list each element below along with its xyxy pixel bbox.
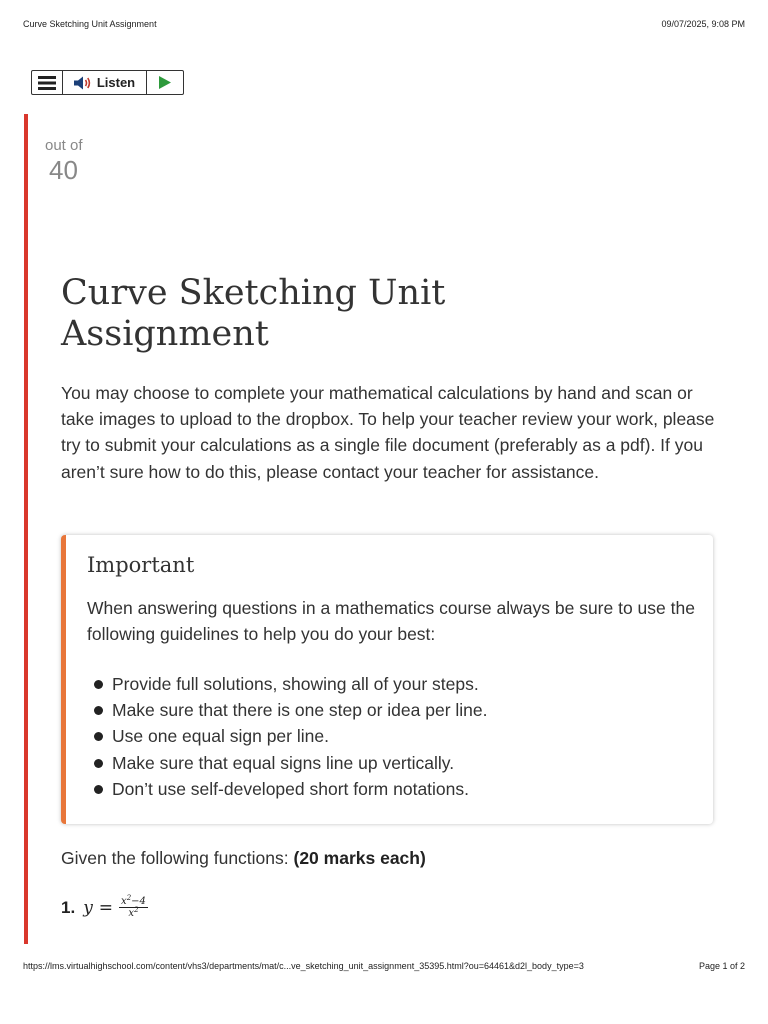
list-item xyxy=(87,776,488,802)
readspeaker-toolbar xyxy=(31,70,184,95)
guidelines-list xyxy=(87,671,488,802)
marks-text: (20 marks each) xyxy=(293,848,426,868)
list-item xyxy=(87,723,488,749)
numerator-exponent: 2 xyxy=(126,894,132,902)
list-item-text: Use one equal sign per line. xyxy=(112,726,329,747)
numerator-base: x xyxy=(121,896,127,907)
score-label: out of xyxy=(45,137,83,154)
bullet-icon xyxy=(94,706,103,715)
play-button[interactable] xyxy=(147,71,183,94)
list-item-text: Make sure that equal signs line up vertically. xyxy=(112,752,455,773)
numerator-rest: −4 xyxy=(131,896,146,907)
bullet-icon xyxy=(94,732,103,741)
print-header-datetime: 09/07/2025, 9:08 PM xyxy=(661,19,745,29)
menu-icon xyxy=(38,76,56,90)
listen-label: Listen xyxy=(96,75,136,90)
formula-equals: = xyxy=(98,897,114,918)
score-value: 40 xyxy=(49,155,78,185)
list-item xyxy=(87,750,488,776)
callout-text: When answering questions in a mathematics course always be sure to use the following guidelines to help you do your best: xyxy=(87,598,695,645)
assignment-accent-bar xyxy=(24,114,28,944)
important-callout xyxy=(61,535,713,824)
list-item-text: Make sure that there is one step or idea per line. xyxy=(112,700,488,721)
print-footer xyxy=(23,961,745,975)
bullet-icon xyxy=(94,759,103,768)
list-item-text: Don’t use self-developed short form notations. xyxy=(112,778,469,799)
function-formula xyxy=(83,896,148,919)
denominator-base: x xyxy=(128,908,135,919)
question-number: 1. xyxy=(61,897,76,917)
bullet-icon xyxy=(94,680,103,689)
fraction-denominator xyxy=(128,908,138,919)
intro-paragraph: You may choose to complete your mathematical calculations by hand and scan or take images to upload to the dropbox. To help your teacher review your work, please try to submit your calculations as a single file document (preferably as a pdf). If you aren’t sure how to do this, please contact your teacher for assistance. xyxy=(61,383,715,482)
question-1 xyxy=(61,896,148,919)
callout-title: Important xyxy=(87,553,195,577)
play-icon xyxy=(159,76,171,89)
denominator-exponent: 2 xyxy=(134,906,139,914)
print-header-title: Curve Sketching Unit Assignment xyxy=(23,19,157,29)
print-footer-page: Page 1 of 2 xyxy=(698,961,745,971)
list-item-text: Provide full solutions, showing all of your steps. xyxy=(112,674,479,694)
bullet-icon xyxy=(94,785,103,794)
formula-lhs: y xyxy=(83,897,93,918)
given-text: Given the following functions: xyxy=(61,848,294,868)
print-header xyxy=(23,19,745,33)
page-title: Curve Sketching Unit Assignment xyxy=(61,273,446,354)
speaker-icon xyxy=(74,76,92,90)
list-item xyxy=(87,697,488,723)
print-footer-url: https://lms.virtualhighschool.com/content/vhs3/departments/mat/c...ve_sketching_unit_assignment_35395.html?ou=64461&d2l_body_type=3 xyxy=(23,961,584,971)
formula-fraction xyxy=(119,896,148,919)
list-item xyxy=(87,671,488,697)
listen-button[interactable] xyxy=(63,71,147,94)
menu-button[interactable] xyxy=(32,71,63,94)
given-functions-text xyxy=(61,848,426,869)
